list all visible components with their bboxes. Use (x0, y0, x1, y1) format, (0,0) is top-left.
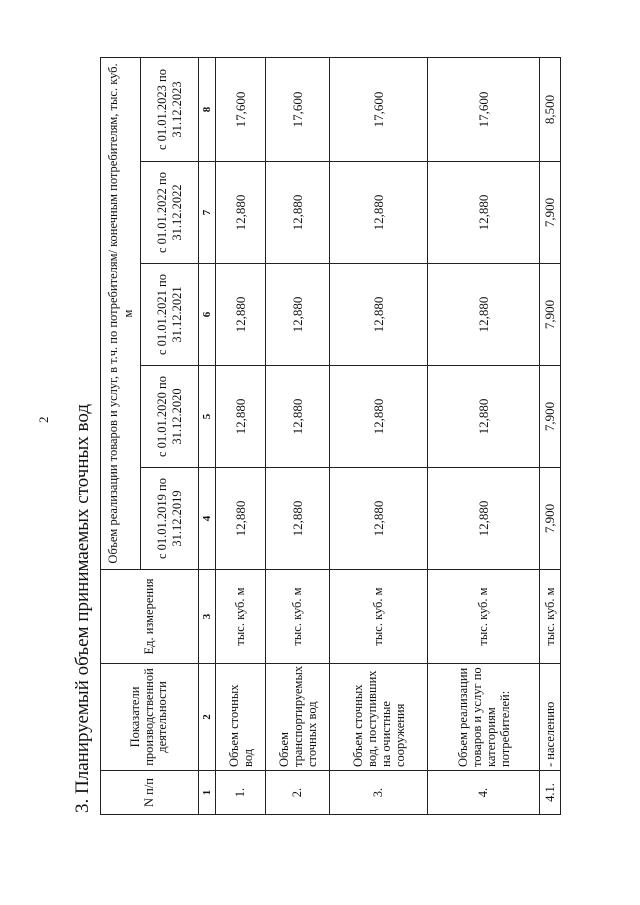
page-number: 2 (36, 416, 51, 423)
column-number: 8 (199, 57, 216, 161)
table-row (330, 57, 428, 814)
row-value: 12,880 (266, 264, 330, 366)
header-period: с 01.01.2022 по 31.12.2022 (141, 162, 199, 264)
row-number: 2. (266, 771, 330, 815)
row-indicator: Объем сточных вод, поступивших на очистные сооружения (330, 664, 428, 771)
row-value: 8,500 (540, 57, 561, 161)
row-unit: тыс. куб. м (266, 570, 330, 664)
row-value: 7,900 (540, 468, 561, 570)
header-row-number: N п/п (101, 771, 199, 815)
column-number: 3 (199, 570, 216, 664)
row-unit: тыс. куб. м (216, 570, 266, 664)
row-unit: тыс. куб. м (330, 570, 428, 664)
row-value: 17,600 (330, 57, 428, 161)
row-value: 12,880 (330, 366, 428, 468)
row-value: 7,900 (540, 366, 561, 468)
column-number: 6 (199, 264, 216, 366)
column-number: 5 (199, 366, 216, 468)
header-period: с 01.01.2020 по 31.12.2020 (141, 366, 199, 468)
table-row (428, 57, 540, 814)
row-indicator: Объем сточных вод (216, 664, 266, 771)
header-volume-group: Объем реализации товаров и услуг, в т.ч. по потребителям/ конечным потребителям, тыс. куб. м (101, 57, 141, 569)
row-value: 17,600 (428, 57, 540, 161)
wastewater-volume-table (100, 57, 561, 815)
column-number: 7 (199, 162, 216, 264)
row-value: 12,880 (266, 366, 330, 468)
row-value: 12,880 (216, 366, 266, 468)
row-value: 17,600 (266, 57, 330, 161)
header-unit: Ед. измерения (101, 570, 199, 664)
row-value: 12,880 (216, 264, 266, 366)
header-period: с 01.01.2019 по 31.12.2019 (141, 468, 199, 570)
row-number: 4.1. (540, 771, 561, 815)
row-indicator: - населению (540, 664, 561, 771)
table-row (216, 57, 266, 814)
row-indicator: Объем транспортируемых сточных вод (266, 664, 330, 771)
section-title: 3. Планируемый объем принимаемых сточных вод (72, 403, 93, 813)
row-value: 12,880 (428, 162, 540, 264)
column-number: 1 (199, 771, 216, 815)
row-unit: тыс. куб. м (428, 570, 540, 664)
row-value: 12,880 (330, 162, 428, 264)
row-value: 12,880 (216, 162, 266, 264)
row-value: 12,880 (428, 264, 540, 366)
row-value: 12,880 (428, 366, 540, 468)
table-row (266, 57, 330, 814)
row-value: 12,880 (330, 468, 428, 570)
row-value: 17,600 (216, 57, 266, 161)
header-period: с 01.01.2021 по 31.12.2021 (141, 264, 199, 366)
row-value: 12,880 (266, 468, 330, 570)
header-indicator: Показатели производственной деятельности (101, 664, 199, 771)
row-value: 12,880 (266, 162, 330, 264)
row-value: 12,880 (216, 468, 266, 570)
row-value: 12,880 (330, 264, 428, 366)
header-period: с 01.01.2023 по 31.12.2023 (141, 57, 199, 161)
column-number: 2 (199, 664, 216, 771)
row-unit: тыс. куб. м (540, 570, 561, 664)
row-value: 7,900 (540, 264, 561, 366)
row-value: 12,880 (428, 468, 540, 570)
row-number: 1. (216, 771, 266, 815)
row-number: 4. (428, 771, 540, 815)
column-number: 4 (199, 468, 216, 570)
document-sheet (72, 50, 557, 815)
row-indicator: Объем реализации товаров и услуг по категориям потребителей: (428, 664, 540, 771)
table-row (540, 57, 561, 814)
row-number: 3. (330, 771, 428, 815)
row-value: 7,900 (540, 162, 561, 264)
